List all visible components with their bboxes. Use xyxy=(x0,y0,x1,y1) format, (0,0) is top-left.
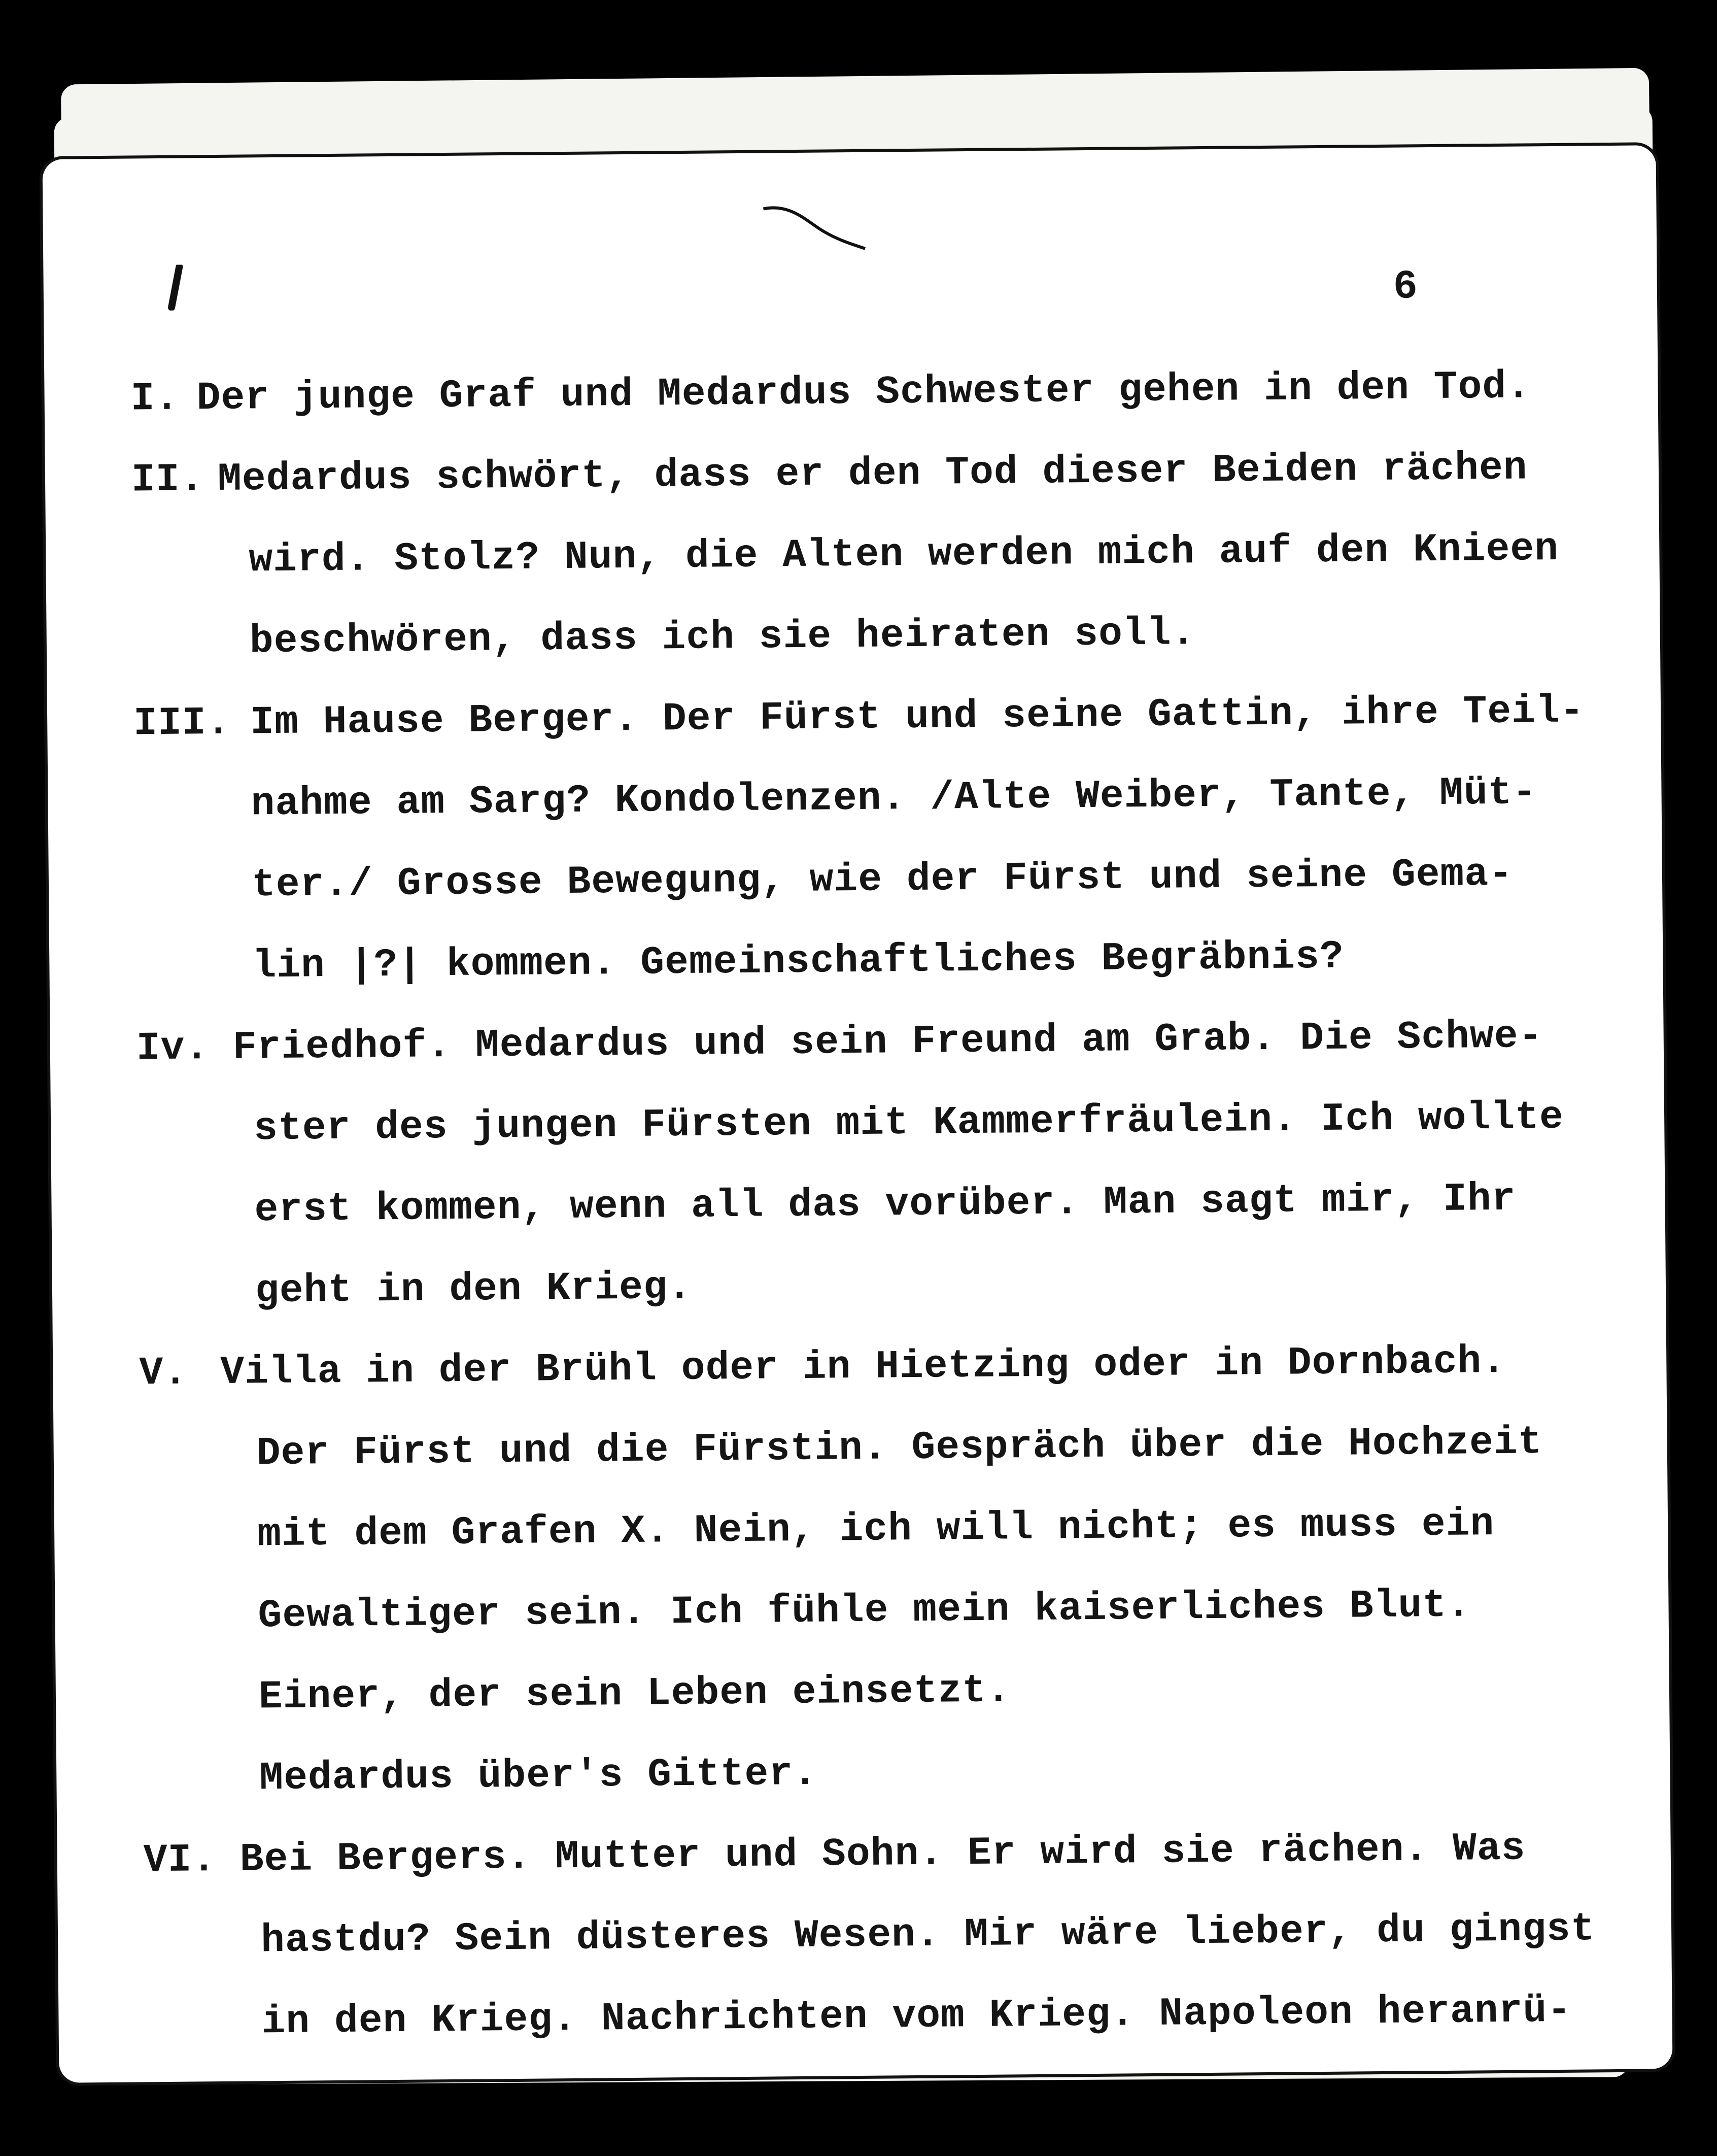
text-line: wird. Stolz? Nun, die Alten werden mich auf den Knieen xyxy=(249,526,1559,583)
text-line: Friedhof. Medardus und sein Freund am Grab. Die Schwe- xyxy=(232,1014,1543,1070)
section-numeral: VI. xyxy=(143,1838,217,1883)
text-line: mit dem Grafen X. Nein, ich will nicht; es muss ein xyxy=(257,1502,1495,1558)
pen-stroke-icon xyxy=(758,198,870,255)
text-line: hastdu? Sein düsteres Wesen. Mir wäre lieber, du gingst xyxy=(260,1907,1595,1964)
text-line: Gewaltiger sein. Ich fühle mein kaiserliches Blut. xyxy=(258,1583,1471,1639)
text-line: ster des jungen Fürsten mit Kammerfräulein. Ich wollte xyxy=(253,1095,1564,1152)
text-line: Villa in der Brühl oder in Hietzing oder in Dornbach. xyxy=(220,1339,1506,1395)
text-line: Medardus über's Gitter. xyxy=(259,1751,818,1801)
text-line: Im Hause Berger. Der Fürst und seine Gattin, ihre Teil- xyxy=(250,689,1585,746)
text-line: Bei Bergers. Mutter und Sohn. Er wird sie rächen. Was xyxy=(239,1826,1526,1882)
typewritten-page xyxy=(43,145,1673,2083)
section-numeral: V. xyxy=(139,1351,188,1396)
section-numeral: Iv. xyxy=(136,1026,210,1071)
text-line: Einer, der sein Leben einsetzt. xyxy=(258,1668,1011,1720)
text-line: beschwören, dass ich sie heiraten soll. xyxy=(249,611,1196,664)
text-line: nahme am Sarg? Kondolenzen. /Alte Weiber, Tante, Müt- xyxy=(251,770,1537,827)
section-numeral: II. xyxy=(131,457,204,503)
pen-mark-icon xyxy=(165,264,186,310)
page-number: 6 xyxy=(1393,264,1418,311)
text-line: in den Krieg. Nachrichten vom Krieg. Napoleon heranrü- xyxy=(261,1988,1572,2045)
text-line: Medardus schwört, dass er den Tod dieser Beiden rächen xyxy=(217,446,1528,502)
text-line: erst kommen, wenn all das vorüber. Man sagt mir, Ihr xyxy=(254,1176,1516,1233)
text-line: Der Fürst und die Fürstin. Gespräch über die Hochzeit xyxy=(256,1420,1542,1476)
section-numeral: I. xyxy=(130,376,180,422)
text-line: Der junge Graf und Medardus Schwester gehen in den Tod. xyxy=(196,364,1531,421)
text-line: lin |?| kommen. Gemeinschaftliches Begräbnis? xyxy=(252,934,1345,989)
text-line: geht in den Krieg. xyxy=(255,1265,692,1314)
section-numeral: III. xyxy=(133,700,231,747)
text-line: ter./ Grosse Bewegung, wie der Fürst und seine Gema- xyxy=(251,852,1514,908)
